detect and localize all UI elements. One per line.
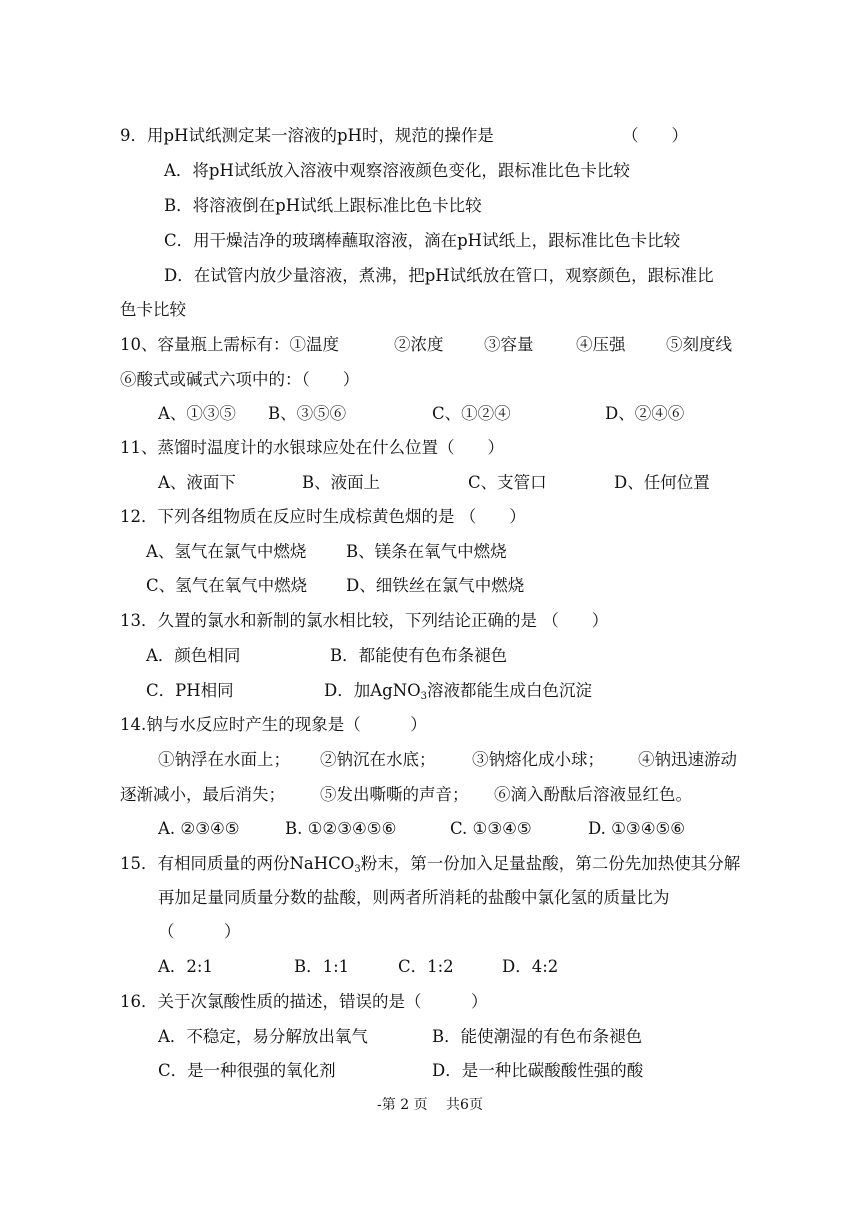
question-13-options-cd bbox=[0, 679, 593, 703]
option-d: D．4:2 bbox=[502, 957, 559, 976]
option-b: B．1:1 bbox=[294, 957, 350, 976]
question-11: 11、蒸馏时温度计的水银球应处在什么位置（ ） bbox=[120, 438, 504, 457]
option-b: B．能使潮湿的有色布条褪色 bbox=[432, 1027, 643, 1046]
option-a: A、①③⑤ bbox=[158, 404, 236, 423]
option-a: A. ②③④⑤ bbox=[158, 819, 240, 838]
question-9-option-a: A．将pH试纸放入溶液中观察溶液颜色变化，跟标准比色卡比较 bbox=[164, 161, 630, 180]
option-d: D、细铁丝在氯气中燃烧 bbox=[346, 576, 525, 595]
question-9-option-c: C．用干燥洁净的玻璃棒蘸取溶液，滴在pH试纸上，跟标准比色卡比较 bbox=[164, 231, 681, 250]
option-c: C. ①③④⑤ bbox=[450, 819, 532, 838]
question-15-cont: 再加足量同质量分数的盐酸，则两者所消耗的盐酸中氯化氢的质量比为 bbox=[158, 888, 670, 907]
question-15-paren bbox=[0, 920, 241, 944]
option-d: D. ①③④⑤⑥ bbox=[588, 819, 686, 838]
option-b: B、镁条在氧气中燃烧 bbox=[346, 542, 507, 561]
option-d: D、②④⑥ bbox=[605, 404, 685, 423]
question-16-options-ab bbox=[0, 1025, 643, 1049]
option-d: D．加AgNO$_3$溶液都能生成白色沉淀 bbox=[324, 681, 593, 702]
answer-parenthesis: （ ） bbox=[158, 922, 241, 941]
question-12-options-ab bbox=[0, 540, 507, 564]
question-9-option-d: D．在试管内放少量溶液，煮沸，把pH试纸放在管口，观察颜色，跟标准比 bbox=[164, 266, 714, 285]
question-16: 16．关于次氯酸性质的描述，错误的是（ ） bbox=[120, 992, 488, 1011]
option-c: C．1:2 bbox=[398, 957, 454, 976]
option-b: B、③⑤⑥ bbox=[268, 404, 347, 423]
option-b: B. ①②③④⑤⑥ bbox=[285, 819, 397, 838]
question-11-options bbox=[0, 471, 710, 495]
question-13-options-ab bbox=[0, 644, 508, 668]
question-13: 13．久置的氯水和新制的氯水相比较，下列结论正确的是 （ ） bbox=[120, 611, 609, 630]
question-10-options bbox=[0, 402, 685, 426]
question-9-stem: 9．用pH试纸测定某一溶液的pH时，规范的操作是 bbox=[120, 126, 494, 145]
option-a: A．2:1 bbox=[158, 957, 213, 976]
question-16-options-cd bbox=[0, 1059, 644, 1083]
option-c: C．PH相同 bbox=[146, 681, 234, 700]
question-14-phenomena-1: ①钠浮在水面上； ②钠沉在水底； ③钠熔化成小球； ④钠迅速游动 bbox=[158, 750, 737, 769]
question-10-cont: ⑥酸式或碱式六项中的：（ ） bbox=[120, 370, 360, 389]
question-12: 12．下列各组物质在反应时生成棕黄色烟的是 （ ） bbox=[120, 507, 526, 526]
option-c: C、①②④ bbox=[432, 404, 511, 423]
question-14-phenomena-2: 逐渐减小，最后消失； ⑤发出嘶嘶的声音； ⑥滴入酚酞后溶液显红色。 bbox=[120, 785, 692, 804]
page-footer: -第 2 页 共6页 bbox=[377, 1097, 483, 1113]
option-b: B．都能使有色布条褪色 bbox=[330, 646, 508, 665]
option-d: D．是一种比碳酸酸性强的酸 bbox=[432, 1061, 644, 1080]
question-14: 14.钠与水反应时产生的现象是（ ） bbox=[120, 715, 427, 734]
question-15-options bbox=[0, 955, 559, 979]
option-a: A．不稳定，易分解放出氧气 bbox=[158, 1027, 368, 1046]
question-9-option-b: B．将溶液倒在pH试纸上跟标准比色卡比较 bbox=[164, 196, 482, 215]
answer-parenthesis: （ ） bbox=[622, 126, 688, 145]
question-14-options bbox=[0, 817, 686, 841]
option-b: B、液面上 bbox=[302, 473, 381, 492]
option-d: D、任何位置 bbox=[614, 473, 710, 492]
option-c: C．是一种很强的氧化剂 bbox=[158, 1061, 336, 1080]
option-a: A、氢气在氯气中燃烧 bbox=[146, 542, 307, 561]
question-9 bbox=[0, 124, 688, 148]
option-a: A．颜色相同 bbox=[146, 646, 241, 665]
question-9-option-d-cont: 色卡比较 bbox=[120, 300, 186, 319]
option-c: C、氢气在氧气中燃烧 bbox=[146, 576, 308, 595]
option-a: A、液面下 bbox=[158, 473, 236, 492]
question-15: 15．有相同质量的两份NaHCO$_3$粉末，第一份加入足量盐酸，第二份先加热使其分解 bbox=[120, 854, 741, 875]
option-c: C、支管口 bbox=[468, 473, 547, 492]
question-12-options-cd bbox=[0, 574, 525, 598]
question-10: 10、容量瓶上需标有：①温度 ②浓度 ③容量 ④压强 ⑤刻度线 bbox=[120, 335, 732, 354]
